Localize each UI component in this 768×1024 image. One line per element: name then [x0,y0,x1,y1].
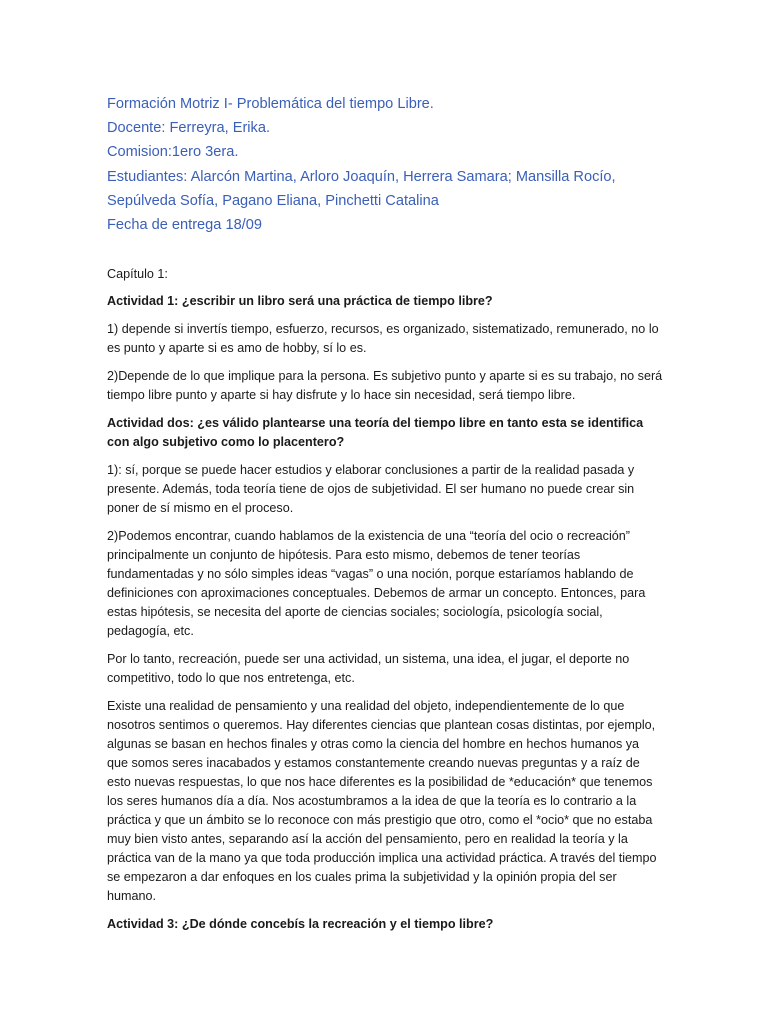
activity-2-answer-2: 2)Podemos encontrar, cuando hablamos de la existencia de una “teoría del ocio o recreación” principalmente un conjunto de hipótesis. Para esto mismo, debemos de tener teorías fundamentadas y no sólo simples ideas “vagas” o una noción, porque estaríamos hablando de definiciones con aproximaciones conceptuales. Debemos de armar un concepto. Entonces, para estas hipótesis, se necesita del aporte de ciencias sociales; sociología, psicología social, pedagogía, etc. [107,529,646,639]
document-header [107,92,663,237]
due-date-line: Fecha de entrega 18/09 [107,217,262,234]
activity-1-heading: Actividad 1: ¿escribir un libro será una práctica de tiempo libre? [107,294,493,309]
commission-line: Comision:1ero 3era. [107,144,239,161]
students-line-1: Estudiantes: Alarcón Martina, Arloro Joaquín, Herrera Samara; Mansilla Rocío, [107,168,616,185]
activity-2-answer-1: 1): sí, porque se puede hacer estudios y elaborar conclusiones a partir de la realidad pasada y presente. Además, toda teoría tiene de ojos de subjetividad. El ser humano no puede crear sin poner de sí mismo en el proceso. [107,463,635,516]
document-content [107,92,663,943]
activity-1-answer-2: 2)Depende de lo que implique para la persona. Es subjetivo punto y aparte si es su trabajo, no será tiempo libre punto y aparte si hay disfrute y lo hace sin necesidad, será tiempo libre. [107,369,663,403]
course-title: Formación Motriz I- Problemática del tiempo Libre. [107,96,434,112]
activity-2-paragraph-4: Existe una realidad de pensamiento y una realidad del objeto, independientemente de lo que nosotros sentimos o queremos. Hay diferentes ciencias que plantean cosas distintas, por ejemplo, algunas se basan en hechos finales y otras como la ciencia del hombre en hechos humanos ya que somos seres inacabados y estamos constantemente creando nuevas preguntas y a raíz de esto nuevas respuestas, lo que nos hace diferentes es la posibilidad de *educación* que tenemos los seres humanos día a día. Nos acostumbramos a la idea de que la teoría es lo contrario a la práctica y que un ámbito se lo reconoce con más prestigio que otro, como el *ocio* que no estaba muy bien visto antes, separando así la acción del pensamiento, pero en realidad la teoría y la práctica van de la mano ya que toda producción implica una actividad práctica. A través del tiempo se empezaron a dar enfoques en los cuales prima la subjetividad y la opinión propia del ser humano. [107,699,657,904]
activity-1-answer-1: 1) depende si invertís tiempo, esfuerzo, recursos, es organizado, sistematizado, remunerado, no lo es punto y aparte si es amo de hobby, sí lo es. [107,322,659,356]
activity-3-heading: Actividad 3: ¿De dónde concebís la recreación y el tiempo libre? [107,917,494,932]
activity-2-paragraph-3: Por lo tanto, recreación, puede ser una actividad, un sistema, una idea, el jugar, el deporte no competitivo, todo lo que nos entretenga, etc. [107,652,630,686]
chapter-title: Capítulo 1: [107,267,168,282]
activity-2-heading: Actividad dos: ¿es válido plantearse una teoría del tiempo libre en tanto esta se identifica con algo subjetivo como lo placentero? [107,416,644,450]
teacher-line: Docente: Ferreyra, Erika. [107,120,271,137]
students-line-2: Sepúlveda Sofía, Pagano Eliana, Pinchetti Catalina [107,192,439,209]
